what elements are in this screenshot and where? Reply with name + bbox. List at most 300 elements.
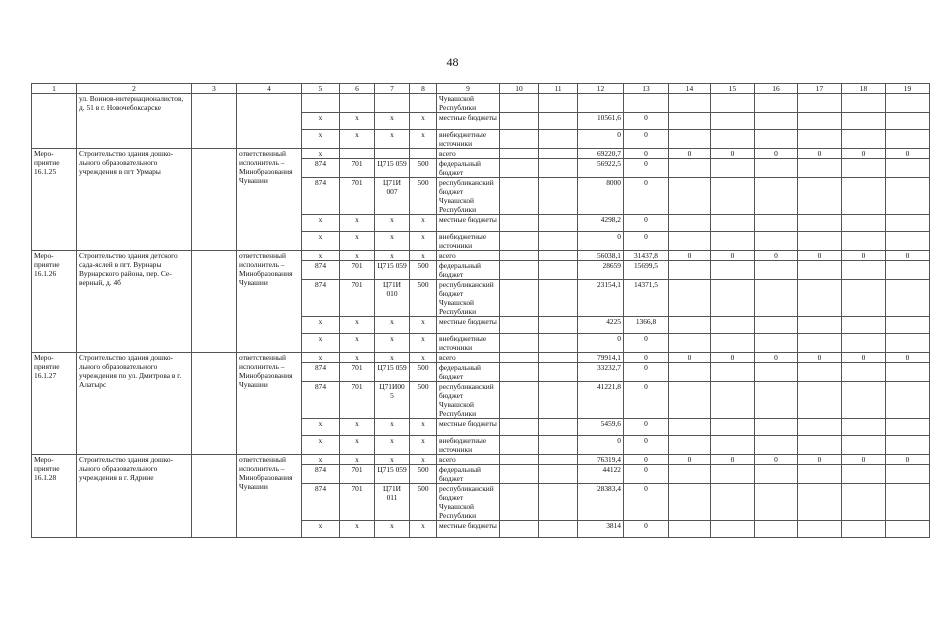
- amount-cell: [711, 159, 755, 178]
- year-cell: [500, 521, 539, 538]
- target-article-cell: х: [375, 334, 410, 353]
- year-cell: [539, 94, 578, 113]
- year-cell: [500, 455, 539, 465]
- budget-table: [31, 83, 930, 538]
- event-label-cell: Мероприятие 16.1.26: [32, 251, 77, 353]
- amount-cell: 0: [624, 436, 669, 455]
- amount-cell: 0: [886, 353, 930, 363]
- funding-source-cell: всего: [437, 149, 500, 159]
- section-cell: 701: [340, 261, 375, 280]
- amount-cell: [711, 334, 755, 353]
- amount-cell: [711, 317, 755, 334]
- column-number-2: 2: [77, 84, 192, 94]
- funding-source-cell: внебюджетные источники: [437, 232, 500, 251]
- table-row: [32, 251, 930, 261]
- amount-cell: [669, 521, 711, 538]
- section-cell: [340, 94, 375, 113]
- year-cell: [539, 419, 578, 436]
- amount-cell: 23154,1: [578, 280, 624, 317]
- amount-cell: 8000: [578, 178, 624, 215]
- amount-cell: [711, 130, 755, 149]
- amount-cell: [711, 436, 755, 455]
- expense-type-cell: х: [410, 353, 437, 363]
- section-cell: х: [340, 455, 375, 465]
- year-cell: [500, 232, 539, 251]
- amount-cell: 0: [578, 334, 624, 353]
- amount-cell: [798, 215, 842, 232]
- year-cell: [500, 178, 539, 215]
- amount-cell: [842, 382, 886, 419]
- expense-type-cell: х: [410, 521, 437, 538]
- column-number-9: 9: [437, 84, 500, 94]
- amount-cell: [755, 159, 798, 178]
- amount-cell: [886, 419, 930, 436]
- page-number: 48: [446, 55, 459, 69]
- amount-cell: [798, 94, 842, 113]
- event-label-cell: Мероприятие 16.1.25: [32, 149, 77, 251]
- target-article-cell: х: [375, 436, 410, 455]
- amount-cell: [886, 178, 930, 215]
- section-cell: 701: [340, 280, 375, 317]
- program-cell: [192, 251, 237, 353]
- amount-cell: 0: [624, 484, 669, 521]
- funding-source-cell: всего: [437, 353, 500, 363]
- gsrb-cell: 874: [302, 178, 340, 215]
- year-cell: [539, 261, 578, 280]
- amount-cell: 0: [798, 353, 842, 363]
- amount-cell: 0: [755, 149, 798, 159]
- amount-cell: [669, 94, 711, 113]
- target-article-cell: Ц71И 010: [375, 280, 410, 317]
- year-cell: [500, 215, 539, 232]
- target-article-cell: Ц715 059: [375, 261, 410, 280]
- gsrb-cell: х: [302, 317, 340, 334]
- amount-cell: 0: [624, 363, 669, 382]
- table-row: [32, 94, 930, 113]
- target-article-cell: х: [375, 232, 410, 251]
- amount-cell: [886, 521, 930, 538]
- amount-cell: [842, 465, 886, 484]
- target-article-cell: х: [375, 251, 410, 261]
- year-cell: [539, 280, 578, 317]
- amount-cell: [755, 113, 798, 130]
- year-cell: [539, 113, 578, 130]
- amount-cell: 0: [842, 149, 886, 159]
- program-cell: [192, 353, 237, 455]
- amount-cell: [842, 130, 886, 149]
- amount-cell: [755, 419, 798, 436]
- amount-cell: [842, 334, 886, 353]
- amount-cell: 0: [669, 251, 711, 261]
- section-cell: х: [340, 113, 375, 130]
- amount-cell: 44122: [578, 465, 624, 484]
- year-cell: [539, 215, 578, 232]
- year-cell: [500, 130, 539, 149]
- amount-cell: [711, 382, 755, 419]
- amount-cell: [842, 521, 886, 538]
- target-article-cell: х: [375, 317, 410, 334]
- amount-cell: [755, 484, 798, 521]
- amount-cell: [755, 178, 798, 215]
- funding-source-cell: местные бюджеты: [437, 521, 500, 538]
- amount-cell: 76319,4: [578, 455, 624, 465]
- executor-cell: ответственный исполнитель – Минобразования Чувашии: [237, 251, 302, 353]
- amount-cell: [798, 334, 842, 353]
- section-cell: х: [340, 436, 375, 455]
- amount-cell: [669, 130, 711, 149]
- column-number-19: 19: [886, 84, 930, 94]
- amount-cell: [886, 130, 930, 149]
- amount-cell: [842, 419, 886, 436]
- section-cell: х: [340, 353, 375, 363]
- amount-cell: [798, 465, 842, 484]
- amount-cell: [842, 484, 886, 521]
- expense-type-cell: 500: [410, 280, 437, 317]
- executor-cell: ответственный исполнитель – Минобразования Чувашии: [237, 353, 302, 455]
- column-number-10: 10: [500, 84, 539, 94]
- amount-cell: [798, 159, 842, 178]
- executor-cell: ответственный исполнитель – Минобразования Чувашии: [237, 149, 302, 251]
- year-cell: [539, 465, 578, 484]
- funding-source-cell: внебюджетные источники: [437, 334, 500, 353]
- gsrb-cell: х: [302, 113, 340, 130]
- amount-cell: [755, 94, 798, 113]
- amount-cell: [842, 317, 886, 334]
- funding-source-cell: местные бюджеты: [437, 113, 500, 130]
- amount-cell: 0: [886, 251, 930, 261]
- section-cell: 701: [340, 484, 375, 521]
- amount-cell: 0: [624, 455, 669, 465]
- year-cell: [500, 353, 539, 363]
- target-article-cell: Ц715 059: [375, 159, 410, 178]
- table-row: [32, 353, 930, 363]
- year-cell: [500, 382, 539, 419]
- amount-cell: [886, 465, 930, 484]
- section-cell: х: [340, 521, 375, 538]
- year-cell: [539, 521, 578, 538]
- section-cell: [340, 149, 375, 159]
- amount-cell: 15699,5: [624, 261, 669, 280]
- amount-cell: 56038,1: [578, 251, 624, 261]
- gsrb-cell: х: [302, 334, 340, 353]
- amount-cell: [711, 215, 755, 232]
- column-number-12: 12: [578, 84, 624, 94]
- amount-cell: [886, 261, 930, 280]
- amount-cell: [669, 232, 711, 251]
- year-cell: [539, 251, 578, 261]
- gsrb-cell: х: [302, 419, 340, 436]
- amount-cell: 14371,5: [624, 280, 669, 317]
- column-number-row: [32, 84, 930, 94]
- funding-source-cell: всего: [437, 251, 500, 261]
- amount-cell: [842, 363, 886, 382]
- event-label-cell: [32, 94, 77, 149]
- funding-source-cell: республиканский бюджет Чувашской Республики: [437, 280, 500, 317]
- target-article-cell: х: [375, 215, 410, 232]
- expense-type-cell: х: [410, 215, 437, 232]
- amount-cell: [624, 94, 669, 113]
- gsrb-cell: х: [302, 353, 340, 363]
- funding-source-cell: всего: [437, 455, 500, 465]
- funding-source-cell: республиканский бюджет Чувашской Республики: [437, 382, 500, 419]
- year-cell: [500, 484, 539, 521]
- year-cell: [539, 484, 578, 521]
- amount-cell: 0: [578, 232, 624, 251]
- amount-cell: 0: [624, 465, 669, 484]
- amount-cell: [669, 436, 711, 455]
- year-cell: [539, 455, 578, 465]
- amount-cell: 0: [842, 251, 886, 261]
- amount-cell: [711, 484, 755, 521]
- amount-cell: 10561,6: [578, 113, 624, 130]
- expense-type-cell: 500: [410, 178, 437, 215]
- amount-cell: [711, 232, 755, 251]
- amount-cell: 0: [624, 353, 669, 363]
- amount-cell: [798, 484, 842, 521]
- amount-cell: [755, 261, 798, 280]
- year-cell: [539, 159, 578, 178]
- year-cell: [539, 334, 578, 353]
- amount-cell: [669, 334, 711, 353]
- year-cell: [500, 159, 539, 178]
- section-cell: 701: [340, 159, 375, 178]
- expense-type-cell: х: [410, 130, 437, 149]
- amount-cell: 0: [624, 178, 669, 215]
- gsrb-cell: х: [302, 149, 340, 159]
- year-cell: [500, 436, 539, 455]
- amount-cell: [711, 113, 755, 130]
- amount-cell: 0: [624, 130, 669, 149]
- year-cell: [539, 353, 578, 363]
- amount-cell: [842, 113, 886, 130]
- amount-cell: [886, 113, 930, 130]
- target-article-cell: Ц715 059: [375, 363, 410, 382]
- amount-cell: 0: [798, 251, 842, 261]
- amount-cell: [842, 280, 886, 317]
- gsrb-cell: 874: [302, 261, 340, 280]
- amount-cell: [711, 363, 755, 382]
- amount-cell: 79914,1: [578, 353, 624, 363]
- amount-cell: 0: [578, 130, 624, 149]
- year-cell: [539, 130, 578, 149]
- amount-cell: [669, 159, 711, 178]
- column-number-7: 7: [375, 84, 410, 94]
- expense-type-cell: 500: [410, 484, 437, 521]
- target-article-cell: х: [375, 113, 410, 130]
- column-number-1: 1: [32, 84, 77, 94]
- expense-type-cell: х: [410, 455, 437, 465]
- funding-source-cell: федеральный бюджет: [437, 159, 500, 178]
- year-cell: [539, 382, 578, 419]
- expense-type-cell: х: [410, 251, 437, 261]
- amount-cell: [886, 436, 930, 455]
- target-article-cell: х: [375, 521, 410, 538]
- funding-source-cell: внебюджетные источники: [437, 436, 500, 455]
- year-cell: [500, 251, 539, 261]
- funding-source-cell: республиканский бюджет Чувашской Республики: [437, 484, 500, 521]
- amount-cell: [886, 215, 930, 232]
- gsrb-cell: х: [302, 251, 340, 261]
- amount-cell: 4298,2: [578, 215, 624, 232]
- amount-cell: 4225: [578, 317, 624, 334]
- event-name-cell: Строительство здания дошкольного образовательного учреждения в г. Ядрине: [77, 455, 192, 538]
- amount-cell: 0: [624, 149, 669, 159]
- year-cell: [539, 178, 578, 215]
- year-cell: [500, 334, 539, 353]
- amount-cell: [842, 159, 886, 178]
- gsrb-cell: х: [302, 436, 340, 455]
- amount-cell: 0: [669, 353, 711, 363]
- amount-cell: 0: [886, 455, 930, 465]
- amount-cell: [842, 232, 886, 251]
- amount-cell: [886, 484, 930, 521]
- year-cell: [500, 149, 539, 159]
- amount-cell: [669, 261, 711, 280]
- amount-cell: [755, 465, 798, 484]
- year-cell: [500, 280, 539, 317]
- event-name-cell: ул. Воинов-интернационалистов, д. 51 в г. Новочебоксарске: [77, 94, 192, 149]
- program-cell: [192, 94, 237, 149]
- year-cell: [500, 419, 539, 436]
- amount-cell: 33232,7: [578, 363, 624, 382]
- event-name-cell: Строительство здания дошкольного образовательного учреждения в пгт Урмары: [77, 149, 192, 251]
- amount-cell: [842, 261, 886, 280]
- year-cell: [500, 465, 539, 484]
- amount-cell: 0: [711, 353, 755, 363]
- column-number-11: 11: [539, 84, 578, 94]
- section-cell: х: [340, 130, 375, 149]
- amount-cell: 0: [886, 149, 930, 159]
- executor-cell: ответственный исполнитель – Минобразования Чувашии: [237, 455, 302, 538]
- funding-source-cell: местные бюджеты: [437, 317, 500, 334]
- expense-type-cell: х: [410, 419, 437, 436]
- column-number-14: 14: [669, 84, 711, 94]
- amount-cell: 0: [711, 149, 755, 159]
- gsrb-cell: х: [302, 130, 340, 149]
- amount-cell: 0: [669, 455, 711, 465]
- amount-cell: 0: [755, 455, 798, 465]
- funding-source-cell: местные бюджеты: [437, 419, 500, 436]
- amount-cell: 0: [842, 455, 886, 465]
- amount-cell: 0: [578, 436, 624, 455]
- section-cell: х: [340, 251, 375, 261]
- amount-cell: 0: [624, 232, 669, 251]
- funding-source-cell: республиканский бюджет Чувашской Республики: [437, 178, 500, 215]
- year-cell: [539, 149, 578, 159]
- amount-cell: [755, 232, 798, 251]
- amount-cell: 0: [798, 149, 842, 159]
- amount-cell: [711, 465, 755, 484]
- amount-cell: [669, 382, 711, 419]
- event-label-cell: Мероприятие 16.1.27: [32, 353, 77, 455]
- amount-cell: 28659: [578, 261, 624, 280]
- funding-source-cell: федеральный бюджет: [437, 261, 500, 280]
- amount-cell: [711, 94, 755, 113]
- amount-cell: [798, 261, 842, 280]
- column-number-8: 8: [410, 84, 437, 94]
- amount-cell: [755, 280, 798, 317]
- amount-cell: [669, 419, 711, 436]
- amount-cell: [798, 232, 842, 251]
- amount-cell: [798, 130, 842, 149]
- amount-cell: [755, 363, 798, 382]
- amount-cell: [711, 280, 755, 317]
- amount-cell: [886, 232, 930, 251]
- table-row: [32, 149, 930, 159]
- event-label-cell: Мероприятие 16.1.28: [32, 455, 77, 538]
- amount-cell: [798, 363, 842, 382]
- amount-cell: [669, 484, 711, 521]
- amount-cell: [755, 215, 798, 232]
- executor-cell: [237, 94, 302, 149]
- amount-cell: 0: [624, 334, 669, 353]
- amount-cell: [669, 280, 711, 317]
- gsrb-cell: 874: [302, 465, 340, 484]
- target-article-cell: х: [375, 419, 410, 436]
- amount-cell: 56922,5: [578, 159, 624, 178]
- target-article-cell: Ц71И 007: [375, 178, 410, 215]
- column-number-16: 16: [755, 84, 798, 94]
- amount-cell: 0: [755, 353, 798, 363]
- section-cell: х: [340, 215, 375, 232]
- amount-cell: 5459,6: [578, 419, 624, 436]
- amount-cell: 69220,7: [578, 149, 624, 159]
- amount-cell: [886, 94, 930, 113]
- gsrb-cell: 874: [302, 382, 340, 419]
- amount-cell: 0: [669, 149, 711, 159]
- amount-cell: 0: [842, 353, 886, 363]
- amount-cell: [886, 334, 930, 353]
- amount-cell: [711, 521, 755, 538]
- gsrb-cell: х: [302, 521, 340, 538]
- target-article-cell: Ц715 059: [375, 465, 410, 484]
- amount-cell: 0: [624, 521, 669, 538]
- amount-cell: [755, 382, 798, 419]
- amount-cell: 31437,8: [624, 251, 669, 261]
- amount-cell: [798, 178, 842, 215]
- amount-cell: 0: [755, 251, 798, 261]
- amount-cell: [711, 261, 755, 280]
- program-cell: [192, 149, 237, 251]
- expense-type-cell: х: [410, 232, 437, 251]
- year-cell: [500, 113, 539, 130]
- event-name-cell: Строительство здания дошкольного образовательного учреждения по ул. Дмитрова в г. Алатырс: [77, 353, 192, 455]
- amount-cell: [755, 436, 798, 455]
- expense-type-cell: х: [410, 317, 437, 334]
- amount-cell: [578, 94, 624, 113]
- amount-cell: 0: [624, 113, 669, 130]
- target-article-cell: [375, 149, 410, 159]
- funding-source-cell: федеральный бюджет: [437, 363, 500, 382]
- funding-source-cell: внебюджетные источники: [437, 130, 500, 149]
- amount-cell: [886, 382, 930, 419]
- amount-cell: [798, 419, 842, 436]
- gsrb-cell: 874: [302, 280, 340, 317]
- expense-type-cell: х: [410, 334, 437, 353]
- amount-cell: 0: [711, 251, 755, 261]
- amount-cell: 0: [624, 215, 669, 232]
- event-name-cell: Строительство здания детского сада-яслей в пгт. Вурнары Вурнарского района, пер. Северный, д. 4б: [77, 251, 192, 353]
- amount-cell: 1366,8: [624, 317, 669, 334]
- section-cell: х: [340, 334, 375, 353]
- amount-cell: [842, 94, 886, 113]
- amount-cell: [711, 419, 755, 436]
- gsrb-cell: х: [302, 215, 340, 232]
- section-cell: 701: [340, 363, 375, 382]
- section-cell: х: [340, 232, 375, 251]
- amount-cell: 0: [624, 159, 669, 178]
- amount-cell: 0: [624, 382, 669, 419]
